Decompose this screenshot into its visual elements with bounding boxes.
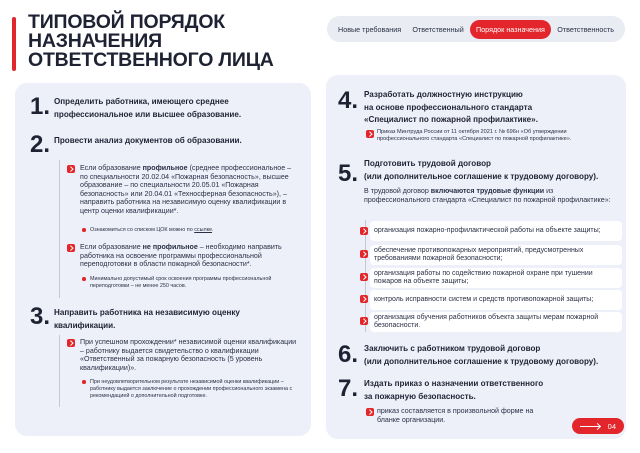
arrow-right-icon bbox=[360, 250, 368, 258]
function-item: контроль исправности систем и средств противопожарной защиты; bbox=[370, 290, 622, 310]
step-2-profile-text: Если образование профильное (среднее профессиональное – по специальности 20.02.04 «Пожарная безопасность», высшее образование – по специальности 20.05.01 «Пожарная безопасность» или 20.04.01 «Техносферная безопасность»), – направить работника на независимую оценку квалификации в центр оценки квалификации*. bbox=[80, 164, 292, 215]
step-1-title-line-2: профессиональное или высшее образование. bbox=[54, 109, 242, 119]
arrow-right-icon bbox=[360, 317, 368, 325]
step-4-order-reference: Приказ Минтруда России от 11 октября 2021 г. № 696н «Об утверждении профессионального стандарта «Специалист по пожарной профилактике». bbox=[377, 129, 572, 142]
function-item: организация работы по содействию пожарной охране при тушении пожаров на объекте защиты; bbox=[370, 268, 622, 288]
step-3-title bbox=[54, 307, 304, 332]
step-1-title bbox=[54, 96, 304, 121]
arrow-right-icon bbox=[366, 130, 374, 138]
step-6-title-line-2: (или дополнительное соглашение к трудовому договору). bbox=[364, 356, 599, 366]
step-4-title-line-1: Разработать должностную инструкцию bbox=[364, 90, 523, 99]
step-3-number: 3. bbox=[30, 303, 51, 330]
step-2-cok-note: Ознакомиться со списком ЦОК можно по ссылке. bbox=[90, 227, 214, 233]
step-1-number: 1. bbox=[30, 93, 51, 120]
bullet-dot-icon bbox=[82, 277, 86, 281]
step-7-order-text: приказ составляется в произвольной форме на бланке организации. bbox=[377, 407, 534, 424]
tab-liability[interactable]: Ответственность bbox=[557, 24, 614, 34]
step-4-title-line-2: на основе профессионального стандарта bbox=[364, 102, 533, 112]
step-5-title bbox=[364, 158, 622, 183]
step-4-title bbox=[364, 89, 619, 127]
next-page-button[interactable] bbox=[572, 418, 624, 434]
function-item: обеспечение противопожарных мероприятий, предусмотренных требованиями пожарной безопасности; bbox=[370, 245, 622, 265]
step-6-title bbox=[364, 343, 622, 368]
tab-appointment-procedure[interactable]: Порядок назначения bbox=[470, 20, 551, 39]
arrow-right-icon bbox=[67, 339, 75, 347]
step-2-non-profile-text: Если образование не профильное – необходимо направить работника на освоение программы профессиональной переподготовки в области пожарной безопасности*. bbox=[80, 243, 282, 269]
step-7-title bbox=[364, 378, 622, 403]
step-1-title-line-1: Определить работника, имеющего среднее bbox=[54, 97, 229, 106]
page-number: 04 bbox=[607, 421, 616, 431]
arrow-right-icon bbox=[67, 165, 75, 173]
arrow-right-icon bbox=[67, 244, 75, 252]
step-2-number: 2. bbox=[30, 131, 51, 158]
step-6-number: 6. bbox=[338, 341, 359, 368]
step-4-title-line-3: «Специалист по пожарной профилактике». bbox=[364, 115, 538, 124]
function-item: организация пожарно-профилактической работы на объекте защиты; bbox=[370, 221, 622, 241]
step-3-fail-note: При неудовлетворительном результате независимой оценки квалификации – работнику выдается заключение о прохождении профессионального экзамена с рекомендацией о дополнительной подготовке. bbox=[90, 379, 293, 399]
tab-new-requirements[interactable]: Новые требования bbox=[338, 24, 402, 34]
title-accent-bar bbox=[12, 17, 16, 71]
step-3-connector-line bbox=[59, 335, 60, 407]
step-6-title-line-1: Заключить с работником трудовой договор bbox=[364, 344, 541, 353]
step-5-number: 5. bbox=[338, 160, 359, 187]
arrow-right-icon bbox=[360, 227, 368, 235]
function-item: организация обучения работников объекта защиты мерам пожарной безопасности. bbox=[370, 312, 622, 332]
arrow-right-icon bbox=[360, 295, 368, 303]
bullet-dot-icon bbox=[82, 380, 86, 384]
step-7-number: 7. bbox=[338, 375, 359, 402]
step-5-title-line-2: (или дополнительное соглашение к трудовому договору). bbox=[364, 171, 599, 181]
tab-responsible[interactable]: Ответственный bbox=[412, 24, 464, 34]
step-3-title-line-1: Направить работника на независимую оценку bbox=[54, 308, 240, 317]
bullet-dot-icon bbox=[82, 228, 86, 232]
tab-bar bbox=[327, 16, 625, 42]
step-5-intro-text: В трудовой договор включаются трудовые функции из профессионального стандарта «Специалист по пожарной профилактике»: bbox=[364, 187, 611, 204]
step-7-title-line-2: за пожарную безопасность. bbox=[364, 391, 476, 401]
step-2-connector-line bbox=[59, 160, 60, 298]
step-3-title-line-2: квалификации. bbox=[54, 320, 116, 330]
step-7-title-line-1: Издать приказ о назначении ответственного bbox=[364, 379, 544, 388]
step-5-title-line-1: Подготовить трудовой договор bbox=[364, 159, 492, 168]
arrow-right-icon bbox=[360, 273, 368, 281]
step-3-success-text: При успешном прохождении* независимой оценки квалификации – работнику выдается свидетельство о квалификации «Ответственный за пожарную безопасность (5 уровень квалификации)». bbox=[80, 338, 297, 372]
step-2-hours-note: Минимально допустимый срок освоения программы профессиональной переподготовки – не менее 250 часов. bbox=[90, 276, 272, 289]
cok-list-link[interactable]: ссылке bbox=[194, 227, 213, 233]
step-4-number: 4. bbox=[338, 87, 359, 114]
arrow-right-icon bbox=[580, 426, 600, 427]
page-title: ТИПОВОЙ ПОРЯДОК НАЗНАЧЕНИЯ ОТВЕТСТВЕННОГО ЛИЦА bbox=[28, 11, 274, 71]
step-2-title: Провести анализ документов об образовании. bbox=[54, 136, 242, 145]
arrow-right-icon bbox=[366, 408, 374, 416]
